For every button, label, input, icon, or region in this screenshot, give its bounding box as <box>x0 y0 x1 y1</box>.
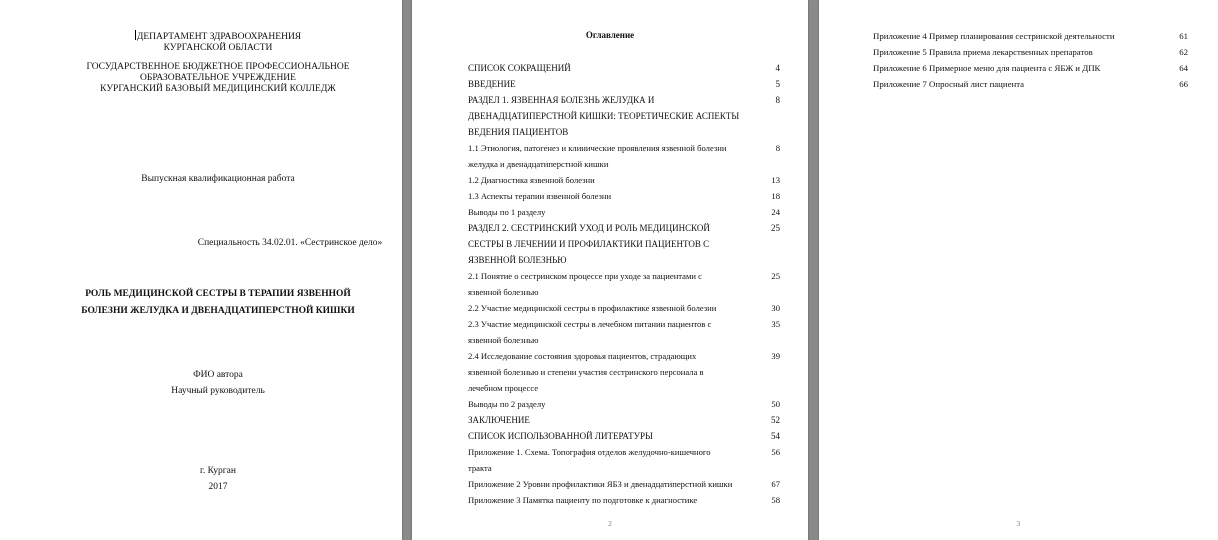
supervisor-label: Научный руководитель <box>171 386 265 396</box>
toc-entry-line: 2.3 Участие медицинской сестры в лечебном питании пациентов с <box>468 319 712 329</box>
inst-line-2: ОБРАЗОВАТЕЛЬНОЕ УЧРЕЖДЕНИЕ <box>140 73 296 83</box>
toc-entry <box>873 44 1188 60</box>
toc-entry-page: 4 <box>775 63 780 73</box>
toc-entry-page: 62 <box>1179 47 1188 57</box>
toc-entry-page: 25 <box>771 271 780 281</box>
toc-entry-line: Приложение 7 Опросный лист пациента <box>873 79 1025 89</box>
toc-entry-page: 5 <box>775 79 780 89</box>
toc-entry-page: 25 <box>771 223 780 233</box>
toc-entry <box>468 172 780 188</box>
toc-entry-line: РАЗДЕЛ 1. ЯЗВЕННАЯ БОЛЕЗНЬ ЖЕЛУДКА И <box>468 95 655 105</box>
toc-entry-line: 2.4 Исследование состояния здоровья пациентов, страдающих <box>468 351 697 361</box>
toc-entry-page: 54 <box>771 431 780 441</box>
toc-entry-title <box>468 76 758 92</box>
toc-entry-line: 1.2 Диагностика язвенной болезни <box>468 175 595 185</box>
toc-entry-line: лечебном процессе <box>468 383 539 393</box>
toc-entry <box>468 476 780 492</box>
toc-entry-title <box>468 412 758 428</box>
institution-header <box>40 62 396 95</box>
page-number: 2 <box>608 520 612 528</box>
toc-entry-title <box>468 204 758 220</box>
toc-entry <box>468 92 780 140</box>
toc-entry <box>468 412 780 428</box>
toc-entry-page: 67 <box>771 479 780 489</box>
toc-entry <box>468 396 780 412</box>
toc-entry-title <box>873 76 1163 92</box>
toc-entry-page: 58 <box>771 495 780 505</box>
inst-line-1: ГОСУДАРСТВЕННОЕ БЮДЖЕТНОЕ ПРОФЕССИОНАЛЬНОЕ <box>86 62 350 72</box>
toc-entry-title <box>468 444 758 476</box>
toc-entry-line: 1.1 Этиология, патогенез и клинические проявления язвенной болезни <box>468 143 727 153</box>
toc-entry <box>468 300 780 316</box>
toc-entry-page: 24 <box>771 207 780 217</box>
title-line-1: РОЛЬ МЕДИЦИНСКОЙ СЕСТРЫ В ТЕРАПИИ ЯЗВЕННОЙ <box>85 289 351 299</box>
dept-line-1: ДЕПАРТАМЕНТ ЗДРАВООХРАНЕНИЯ <box>136 32 302 42</box>
toc-entry-title <box>468 268 758 300</box>
toc-entry-line: ВЕДЕНИЯ ПАЦИЕНТОВ <box>468 127 569 137</box>
toc-entry <box>468 76 780 92</box>
toc-entry-page: 52 <box>771 415 780 425</box>
toc-entry <box>468 316 780 348</box>
work-type: Выпускная квалификационная работа <box>141 174 295 184</box>
toc-entry-line: желудка и двенадцатиперстной кишки <box>468 159 609 169</box>
toc-entry-title <box>468 348 758 396</box>
toc-entry-title <box>468 140 758 172</box>
toc-entry-line: Приложение 2 Уровни профилактики ЯБЗ и двенадцатиперстной кишки <box>468 479 733 489</box>
toc-entry-line: Выводы по 2 разделу <box>468 399 546 409</box>
toc-entry-page: 64 <box>1179 63 1188 73</box>
text-cursor <box>135 30 136 40</box>
toc-entry-title <box>468 188 758 204</box>
toc-heading: Оглавление <box>585 30 635 40</box>
toc-entry <box>468 444 780 476</box>
toc-entry <box>468 428 780 444</box>
toc-entry-line: ЗАКЛЮЧЕНИЕ <box>468 415 530 425</box>
toc-entry-line: РАЗДЕЛ 2. СЕСТРИНСКИЙ УХОД И РОЛЬ МЕДИЦИНСКОЙ <box>468 223 710 233</box>
place-year <box>40 463 396 495</box>
toc-entry-title <box>468 396 758 412</box>
toc-entry-line: Приложение 6 Примерное меню для пациента с ЯБЖ и ДПК <box>873 63 1101 73</box>
toc-entry-title <box>468 300 758 316</box>
toc-entry-line: язвенной болезнью <box>468 287 539 297</box>
title-line-2: БОЛЕЗНИ ЖЕЛУДКА И ДВЕНАДЦАТИПЕРСТНОЙ КИШКИ <box>81 306 355 316</box>
dept-line-2: КУРГАНСКОЙ ОБЛАСТИ <box>163 43 273 53</box>
page-1 <box>0 0 402 540</box>
toc-entry <box>873 60 1188 76</box>
toc-entry-line: Приложение 4 Пример планирования сестринской деятельности <box>873 31 1115 41</box>
toc-list <box>468 60 780 508</box>
city: г. Курган <box>200 466 236 476</box>
toc-entry-title <box>468 476 758 492</box>
page-3 <box>819 0 1218 540</box>
toc-entry-line: ДВЕНАДЦАТИПЕРСТНОЙ КИШКИ: ТЕОРЕТИЧЕСКИЕ АСПЕКТЫ <box>468 111 740 121</box>
page-2 <box>412 0 808 540</box>
toc-entry-title <box>468 172 758 188</box>
year: 2017 <box>208 482 228 492</box>
toc-entry-line: 2.2 Участие медицинской сестры в профилактике язвенной болезни <box>468 303 717 313</box>
toc-entry-page: 39 <box>771 351 780 361</box>
toc-entry-page: 8 <box>775 95 780 105</box>
toc-entry-line: 2.1 Понятие о сестринском процессе при уходе за пациентами с <box>468 271 702 281</box>
toc-list-continued <box>873 28 1188 92</box>
page-number: 3 <box>1016 520 1021 528</box>
toc-entry-line: СЕСТРЫ В ЛЕЧЕНИИ И ПРОФИЛАКТИКИ ПАЦИЕНТОВ С <box>468 239 710 249</box>
toc-entry-title <box>468 92 758 140</box>
toc-entry-line: ВВЕДЕНИЕ <box>468 79 516 89</box>
author-label: ФИО автора <box>193 370 243 380</box>
toc-entry-line: язвенной болезнью <box>468 335 539 345</box>
toc-entry-page: 61 <box>1179 31 1188 41</box>
toc-entry-page: 13 <box>771 175 780 185</box>
toc-entry-line: СПИСОК СОКРАЩЕНИЙ <box>468 63 571 73</box>
toc-entry-title <box>873 28 1163 44</box>
toc-entry-line: СПИСОК ИСПОЛЬЗОВАННОЙ ЛИТЕРАТУРЫ <box>468 431 653 441</box>
toc-entry-page: 66 <box>1179 79 1188 89</box>
toc-entry-line: Приложение 5 Правила приема лекарственных препаратов <box>873 47 1093 57</box>
toc-entry-page: 18 <box>771 191 780 201</box>
toc-entry-title <box>468 492 758 508</box>
toc-entry-page: 50 <box>771 399 780 409</box>
toc-entry-page: 30 <box>771 303 780 313</box>
toc-entry <box>468 268 780 300</box>
author-block <box>40 367 396 399</box>
toc-entry-title <box>468 60 758 76</box>
toc-entry-line: Выводы по 1 разделу <box>468 207 546 217</box>
inst-line-3: КУРГАНСКИЙ БАЗОВЫЙ МЕДИЦИНСКИЙ КОЛЛЕДЖ <box>100 84 336 94</box>
toc-entry <box>468 348 780 396</box>
toc-entry-title <box>468 220 758 268</box>
toc-entry <box>468 204 780 220</box>
toc-entry <box>468 492 780 508</box>
toc-entry-line: ЯЗВЕННОЙ БОЛЕЗНЬЮ <box>468 255 567 265</box>
toc-entry <box>873 28 1188 44</box>
toc-entry <box>468 220 780 268</box>
toc-entry-line: тракта <box>468 463 492 473</box>
toc-entry-title <box>468 316 758 348</box>
toc-entry <box>468 188 780 204</box>
toc-entry-title <box>873 60 1163 76</box>
toc-entry <box>468 60 780 76</box>
toc-entry-title <box>468 428 758 444</box>
toc-entry-page: 56 <box>771 447 780 457</box>
toc-entry <box>468 140 780 172</box>
toc-entry <box>873 76 1188 92</box>
department-header <box>40 30 396 54</box>
toc-entry-line: Приложение 3 Памятка пациенту по подготовке к диагностике <box>468 495 698 505</box>
toc-entry-page: 35 <box>771 319 780 329</box>
toc-entry-line: Приложение 1. Схема. Топография отделов желудочно-кишечного <box>468 447 711 457</box>
toc-entry-line: 1.3 Аспекты терапии язвенной болезни <box>468 191 612 201</box>
toc-entry-line: язвенной болезнью и степени участия сестринского персонала в <box>468 367 704 377</box>
toc-entry-page: 8 <box>775 143 780 153</box>
thesis-title <box>40 286 396 320</box>
toc-entry-title <box>873 44 1163 60</box>
specialty: Специальность 34.02.01. «Сестринское дело» <box>197 238 383 248</box>
